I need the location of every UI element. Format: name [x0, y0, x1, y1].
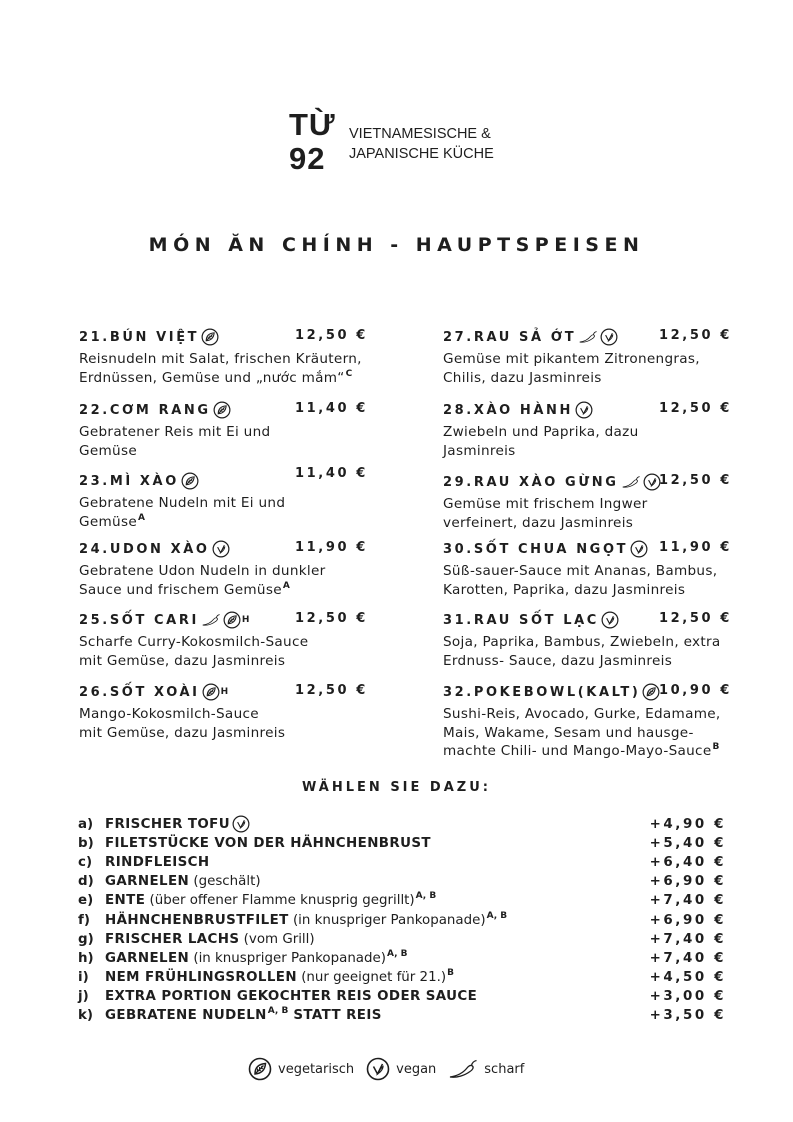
description-text: Sauce und frischem Gemüse: [79, 581, 282, 598]
side-option-name: HÄHNCHENBRUSTFILET: [105, 912, 289, 928]
allergen-marker: B: [712, 742, 720, 752]
side-option-row: [78, 1006, 726, 1025]
description-text: Süß-sauer-Sauce mit Ananas, Bambus,: [443, 563, 718, 579]
dish-title: [443, 328, 618, 346]
side-option-name: RINDFLEISCH: [105, 855, 210, 871]
dish-header: [443, 328, 743, 348]
dish-title: [79, 401, 231, 419]
dish-title: [443, 401, 593, 419]
description-line: [443, 442, 743, 461]
description-text: Chilis, dazu Jasminreis: [443, 369, 602, 386]
logo-mark: [289, 108, 336, 176]
description-text: Gebratene Nudeln mit Ei und: [79, 495, 286, 511]
side-option-letter: k): [78, 1008, 94, 1023]
side-option-note: (geschält): [189, 874, 261, 890]
allergen-marker: A: [282, 580, 291, 591]
dish-item: [443, 540, 743, 599]
vegan-icon: [232, 815, 250, 833]
side-option-price: +6,90 €: [649, 874, 726, 890]
description-line: [79, 724, 379, 743]
dish-item: [79, 401, 379, 460]
description-line: [443, 562, 743, 581]
dish-item: [79, 466, 379, 531]
description-text: Sushi-Reis, Avocado, Gurke, Edamame,: [443, 706, 721, 722]
dish-price: 12,50 €: [659, 328, 732, 343]
dish-name: 24.UDON XÀO: [79, 541, 210, 557]
vegan-icon: [630, 540, 648, 558]
dish-description: [79, 350, 379, 387]
side-option-text: [105, 987, 477, 1006]
description-text: Gemüse: [79, 513, 138, 530]
side-option-name: FRISCHER LACHS: [105, 931, 240, 947]
restaurant-logo: [289, 108, 509, 178]
vegan-icon: [366, 1057, 390, 1081]
dish-item: [79, 611, 379, 670]
side-option-price: +6,90 €: [649, 912, 726, 928]
sides-title: WÄHLEN SIE DAZU:: [302, 780, 491, 795]
description-line: [443, 724, 743, 743]
description-line: [443, 652, 743, 671]
dish-header: [443, 611, 743, 631]
description-line: [443, 495, 743, 514]
description-line: [79, 442, 379, 461]
description-text: Gemüse mit pikantem Zitronengras,: [443, 351, 700, 367]
vegetarian-icon: [223, 611, 241, 629]
dish-price: 12,50 €: [295, 683, 368, 698]
side-option-row: [78, 834, 726, 853]
side-option-letter: a): [78, 817, 94, 832]
side-option-letter: h): [78, 950, 94, 966]
dish-name: 22.CƠM RANG: [79, 402, 211, 418]
dish-header: [443, 473, 743, 493]
dish-price: 11,40 €: [295, 401, 368, 416]
description-text: Mango-Kokosmilch-Sauce: [79, 706, 259, 722]
chili-icon: [578, 330, 598, 344]
dish-price: 12,50 €: [659, 401, 732, 416]
side-option-letter: j): [78, 988, 89, 1004]
dish-item: [443, 328, 743, 387]
dish-title: [443, 540, 648, 558]
description-line: [443, 705, 743, 724]
vegan-icon: [643, 473, 661, 491]
description-line: [79, 633, 379, 652]
description-line: [443, 581, 743, 600]
dish-description: [79, 423, 379, 460]
side-option-price: +4,90 €: [649, 817, 726, 832]
side-option-note: (über offener Flamme knusprig gegrillt): [145, 893, 415, 909]
dish-item: [443, 401, 743, 460]
side-option-row: [78, 949, 726, 968]
description-line: [443, 514, 743, 533]
description-text: Karotten, Paprika, dazu Jasminreis: [443, 581, 686, 598]
side-option-price: +5,40 €: [649, 836, 726, 852]
description-line: [79, 562, 379, 581]
dish-header: [79, 466, 379, 492]
side-option-price: +7,40 €: [649, 893, 726, 909]
dish-item: [79, 328, 379, 387]
chili-icon: [448, 1058, 478, 1080]
dish-price: 11,90 €: [295, 540, 368, 555]
dish-description: [443, 633, 743, 670]
dish-name: 23.MÌ XÀO: [79, 473, 179, 489]
side-option-letter: d): [78, 874, 94, 890]
description-line: [443, 369, 743, 388]
dish-header: [79, 611, 379, 631]
description-text: Erdnuss- Sauce, dazu Jasminreis: [443, 652, 673, 669]
vegan-icon: [601, 611, 619, 629]
dish-description: [443, 423, 743, 460]
dish-header: [443, 401, 743, 421]
side-option-row: [78, 815, 726, 834]
side-option-row: [78, 891, 726, 910]
legend: [246, 1056, 534, 1082]
dish-header: [79, 540, 379, 560]
dish-title: [79, 540, 230, 558]
dish-name: 27.RAU SẢ ỚT: [443, 329, 577, 345]
side-option-suffix: STATT REIS: [288, 1008, 382, 1023]
side-option-name: FILETSTÜCKE VON DER HÄHNCHENBRUST: [105, 836, 431, 852]
dish-name: 28.XÀO HÀNH: [443, 402, 573, 418]
description-line: [79, 494, 379, 513]
description-text: Scharfe Curry-Kokosmilch-Sauce: [79, 634, 309, 650]
description-text: Zwiebeln und Paprika, dazu: [443, 424, 639, 440]
dish-header: [79, 401, 379, 421]
dish-item: [443, 611, 743, 670]
dish-description: [443, 495, 743, 532]
dish-name: 30.SỐT CHUA NGỌT: [443, 541, 629, 557]
side-option-name: EXTRA PORTION GEKOCHTER REIS ODER SAUCE: [105, 988, 478, 1004]
dish-description: [79, 705, 379, 742]
dish-description: [443, 705, 743, 761]
dish-title: [79, 328, 219, 346]
dish-price: 10,90 €: [659, 683, 732, 698]
side-option-note: (in knuspriger Pankopanade): [189, 950, 386, 966]
description-line: [79, 652, 379, 671]
side-option-text: [105, 815, 250, 834]
allergen-marker: A: [138, 512, 146, 523]
page-title: MÓN ĂN CHÍNH - HAUPTSPEISEN: [148, 234, 645, 256]
description-text: Gemüse: [79, 442, 138, 459]
side-option-text: [105, 891, 436, 910]
side-option-name: NEM FRÜHLINGSROLLEN: [105, 969, 297, 985]
side-option-row: [78, 911, 726, 930]
dish-header: [443, 683, 743, 703]
side-option-name: ENTE: [105, 893, 146, 909]
description-text: Gebratene Udon Nudeln in dunkler: [79, 563, 326, 579]
side-option-letter: c): [78, 855, 93, 871]
vegan-icon: [575, 401, 593, 419]
side-option-price: +3,50 €: [649, 1008, 726, 1023]
dish-name: 21.BÚN VIỆT: [79, 329, 200, 345]
description-line: [79, 581, 379, 600]
dish-title: [443, 683, 660, 701]
description-line: [79, 513, 379, 532]
legend-vegetarian-label: vegetarisch: [278, 1061, 355, 1077]
dish-title: 25.SỐT CARI H: [79, 612, 253, 628]
description-text: machte Chili- und Mango-Mayo-Sauce: [443, 743, 712, 759]
side-option-text: [105, 930, 315, 949]
side-option-row: [78, 853, 726, 872]
side-option-price: +7,40 €: [649, 950, 726, 966]
side-option-price: +7,40 €: [649, 931, 726, 947]
allergen-marker: A, B: [415, 891, 437, 902]
dish-price: 12,50 €: [659, 611, 732, 626]
dish-header: [79, 683, 379, 703]
logo-mark-line-2: 92: [289, 141, 326, 176]
dish-name: 25.SỐT CARI: [79, 612, 199, 628]
side-option-name: GEBRATENE NUDELN: [105, 1008, 267, 1023]
side-option-row: [78, 968, 726, 987]
dish-item: [443, 683, 743, 761]
description-text: mit Gemüse, dazu Jasminreis: [79, 724, 286, 741]
dish-price: 11,40 €: [295, 466, 368, 481]
description-line: [443, 742, 743, 761]
description-text: verfeinert, dazu Jasminreis: [443, 514, 634, 531]
chili-icon: [621, 475, 641, 489]
vegetarian-icon: [642, 683, 660, 701]
side-option-note: (in knuspriger Pankopanade): [288, 912, 486, 928]
logo-mark-line-1: TỪ: [289, 107, 336, 142]
side-option-text: [105, 911, 507, 930]
description-text: Gemüse mit frischem Ingwer: [443, 496, 648, 512]
side-option-letter: i): [78, 969, 89, 985]
side-option-letter: b): [78, 836, 94, 852]
dish-description: [79, 494, 379, 531]
side-option-name: FRISCHER TOFU: [105, 817, 230, 832]
side-option-note: (vom Grill): [239, 931, 315, 947]
allergen-marker: C: [345, 368, 353, 379]
chili-icon: [201, 613, 221, 627]
dish-title: 26.SỐT XOÀI H: [79, 684, 231, 700]
side-option-letter: f): [78, 912, 90, 928]
description-line: [79, 350, 379, 369]
side-option-text: [105, 872, 261, 891]
dish-description: [443, 350, 743, 387]
allergen-marker: A, B: [267, 1006, 289, 1016]
description-line: [79, 369, 379, 388]
dish-price: 12,50 €: [659, 473, 732, 488]
dish-header: [79, 328, 379, 348]
side-option-price: +4,50 €: [649, 969, 726, 985]
vegetarian-icon: [201, 328, 219, 346]
dish-title: [443, 473, 661, 491]
description-text: Reisnudeln mit Salat, frischen Kräutern,: [79, 351, 362, 367]
dish-item: [79, 540, 379, 599]
side-option-price: +6,40 €: [649, 855, 726, 871]
dish-name: 29.RAU XÀO GỪNG: [443, 474, 619, 490]
side-option-name: GARNELEN: [105, 874, 190, 890]
dish-name: 32.POKEBOWL(KALT): [443, 684, 641, 700]
vegetarian-icon: [248, 1057, 272, 1081]
legend-spicy-label: scharf: [484, 1061, 525, 1077]
allergen-marker: A, B: [386, 948, 408, 959]
side-option-text: [105, 834, 431, 853]
side-option-text: [105, 968, 454, 987]
dish-name: 31.RAU SỐT LẠC: [443, 612, 599, 628]
dish-description: [79, 562, 379, 599]
vegetarian-icon: [181, 472, 199, 490]
dish-price: 12,50 €: [295, 611, 368, 626]
dish-title: [79, 472, 199, 490]
side-option-text: [105, 853, 210, 872]
side-option-text: [105, 949, 408, 968]
dish-price: 11,90 €: [659, 540, 732, 555]
description-text: mit Gemüse, dazu Jasminreis: [79, 652, 286, 669]
allergen-marker: A, B: [486, 910, 508, 921]
side-option-letter: e): [78, 893, 94, 909]
dish-description: [79, 633, 379, 670]
logo-subtitle-line-2: JAPANISCHE KÜCHE: [349, 146, 494, 162]
dish-name: 26.SỐT XOÀI: [79, 684, 200, 700]
description-line: [443, 423, 743, 442]
vegan-icon: [600, 328, 618, 346]
description-line: [443, 350, 743, 369]
side-option-price: +3,00 €: [649, 988, 726, 1004]
dish-item: [79, 683, 379, 742]
vegetarian-icon: [213, 401, 231, 419]
dish-item: [443, 473, 743, 532]
dish-price: 12,50 €: [295, 328, 368, 343]
allergen-marker: B: [447, 967, 454, 978]
description-text: Mais, Wakame, Sesam und hausge-: [443, 724, 694, 741]
side-option-row: [78, 872, 726, 891]
dish-description: [443, 562, 743, 599]
description-text: Gebratener Reis mit Ei und: [79, 424, 271, 440]
description-line: [79, 705, 379, 724]
side-option-letter: g): [78, 931, 94, 947]
vegan-icon: [212, 540, 230, 558]
description-line: [443, 633, 743, 652]
dish-title: [443, 611, 619, 629]
description-text: Soja, Paprika, Bambus, Zwiebeln, extra: [443, 634, 721, 650]
logo-subtitle-line-1: VIETNAMESISCHE &: [349, 126, 491, 142]
side-option-name: GARNELEN: [105, 950, 190, 966]
dish-header: [443, 540, 743, 560]
description-line: [79, 423, 379, 442]
side-option-text: [105, 1006, 382, 1025]
side-option-row: [78, 930, 726, 949]
logo-subtitle: [349, 124, 494, 164]
side-option-row: [78, 987, 726, 1006]
description-text: Erdnüssen, Gemüse und „nước mắm“: [79, 369, 345, 386]
description-text: Jasminreis: [443, 442, 516, 459]
side-option-note: (nur geeignet für 21.): [296, 969, 447, 985]
vegetarian-icon: [202, 683, 220, 701]
legend-vegan-label: vegan: [396, 1061, 437, 1077]
